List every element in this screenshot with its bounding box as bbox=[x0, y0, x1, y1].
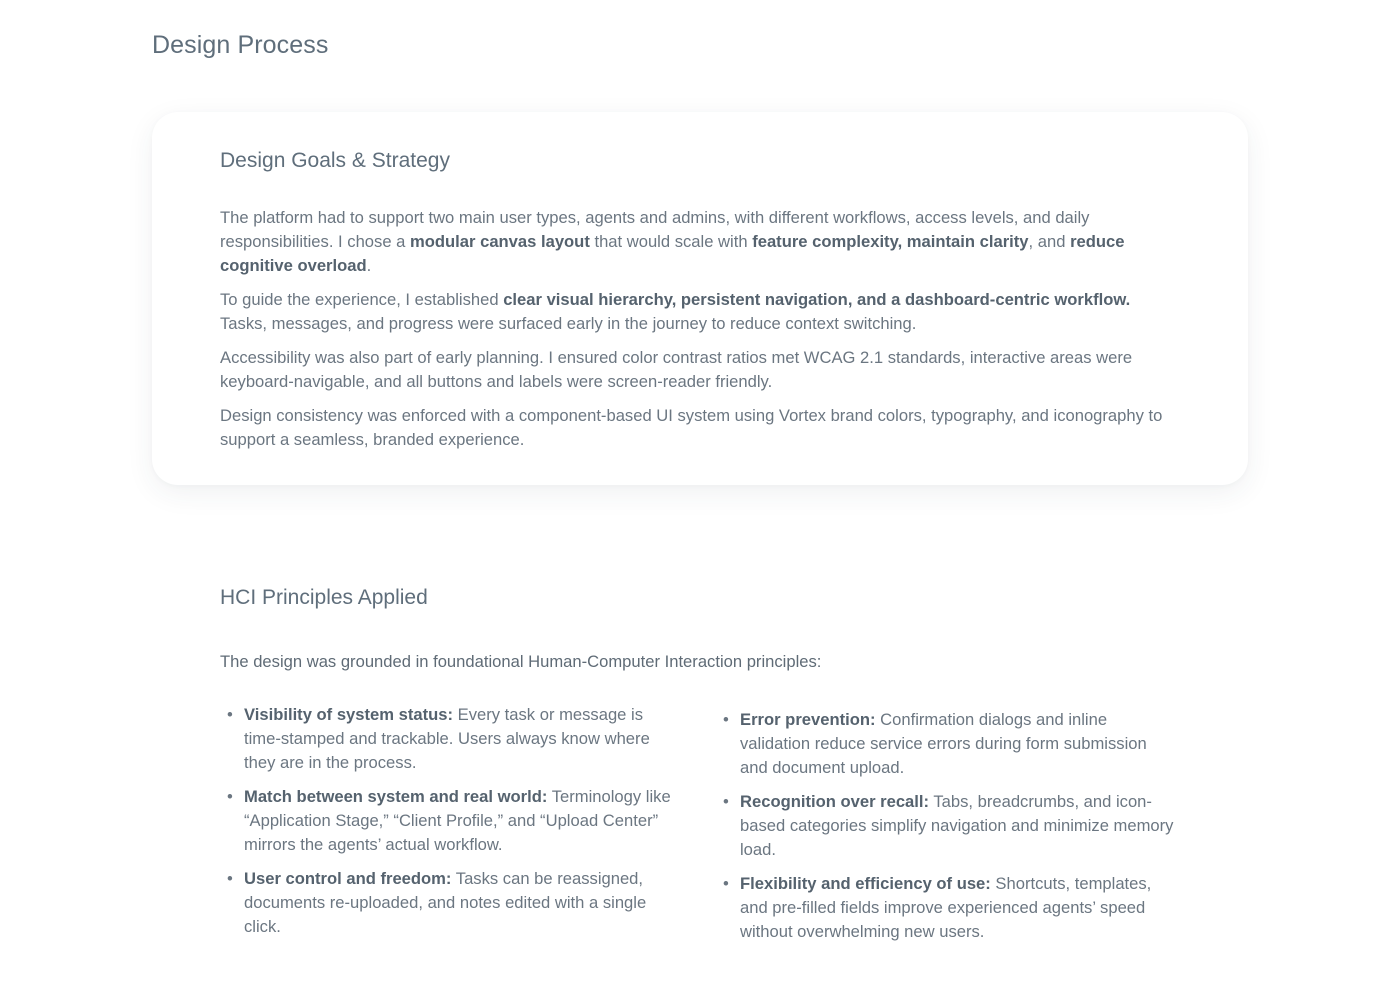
paragraph-emphasis: reduce cognitive overload bbox=[220, 232, 1125, 275]
list-item bbox=[226, 867, 671, 939]
hci-list-left bbox=[226, 703, 671, 949]
principle-label: User control and freedom: bbox=[244, 869, 452, 888]
list-item bbox=[722, 708, 1177, 780]
paragraph-text: Tasks, messages, and progress were surfaced early in the journey to reduce context switching. bbox=[220, 314, 917, 333]
list-item bbox=[722, 790, 1177, 862]
hci-list-right bbox=[722, 708, 1177, 954]
goals-paragraph bbox=[220, 206, 1180, 278]
bullet-icon: • bbox=[227, 787, 233, 806]
goals-paragraph bbox=[220, 404, 1180, 452]
goals-paragraph bbox=[220, 346, 1180, 394]
hci-intro: The design was grounded in foundational Human-Computer Interaction principles: bbox=[220, 652, 822, 671]
bullet-icon: • bbox=[723, 710, 729, 729]
principle-label: Match between system and real world: bbox=[244, 787, 548, 806]
principle-text: Tasks can be reassigned, documents re-uploaded, and notes edited with a single click. bbox=[244, 869, 647, 936]
paragraph-emphasis: clear visual hierarchy, persistent navigation, and a dashboard-centric workflow. bbox=[503, 290, 1131, 309]
paragraph-text: that would scale with bbox=[589, 232, 753, 251]
list-item bbox=[226, 785, 671, 857]
goals-paragraph bbox=[220, 288, 1180, 336]
design-goals-heading: Design Goals & Strategy bbox=[220, 149, 450, 172]
page-title: Design Process bbox=[152, 31, 329, 59]
principle-label: Visibility of system status: bbox=[244, 705, 454, 724]
principle-label: Flexibility and efficiency of use: bbox=[740, 874, 991, 893]
paragraph-text: , and bbox=[1028, 232, 1071, 251]
principle-label: Recognition over recall: bbox=[740, 792, 930, 811]
bullet-icon: • bbox=[227, 869, 233, 888]
bullet-icon: • bbox=[723, 874, 729, 893]
principle-text: Tabs, breadcrumbs, and icon-based categories simplify navigation and minimize memory load. bbox=[740, 792, 1174, 859]
paragraph-text: The platform had to support two main user types, agents and admins, with different workflows, access levels, and daily responsibilities. I chose a bbox=[220, 208, 1090, 251]
list-item bbox=[226, 703, 671, 775]
list-item bbox=[722, 872, 1177, 944]
paragraph-text: Accessibility was also part of early planning. I ensured color contrast ratios met WCAG 2.1 standards, interactive areas were keyboard-navigable, and all buttons and labels were screen-reader friendly. bbox=[220, 348, 1133, 391]
principle-text: Shortcuts, templates, and pre-filled fields improve experienced agents’ speed without overwhelming new users. bbox=[740, 874, 1152, 941]
design-goals-body bbox=[220, 206, 1180, 462]
design-goals-card bbox=[152, 112, 1248, 485]
paragraph-emphasis: modular canvas layout bbox=[410, 232, 590, 251]
paragraph-emphasis: feature complexity, maintain clarity bbox=[752, 232, 1029, 251]
bullet-icon: • bbox=[227, 705, 233, 724]
principle-text: Confirmation dialogs and inline validation reduce service errors during form submission and document upload. bbox=[740, 710, 1147, 777]
hci-heading: HCI Principles Applied bbox=[220, 586, 428, 609]
paragraph-text: To guide the experience, I established bbox=[220, 290, 504, 309]
principle-text: Every task or message is time-stamped and trackable. Users always know where they are in the process. bbox=[244, 705, 650, 772]
paragraph-text: Design consistency was enforced with a component-based UI system using Vortex brand colors, typography, and iconography to support a seamless, branded experience. bbox=[220, 406, 1163, 449]
principle-label: Error prevention: bbox=[740, 710, 876, 729]
paragraph-text: . bbox=[366, 256, 372, 275]
principle-text: Terminology like “Application Stage,” “Client Profile,” and “Upload Center” mirrors the agents’ actual workflow. bbox=[244, 787, 671, 854]
bullet-icon: • bbox=[723, 792, 729, 811]
